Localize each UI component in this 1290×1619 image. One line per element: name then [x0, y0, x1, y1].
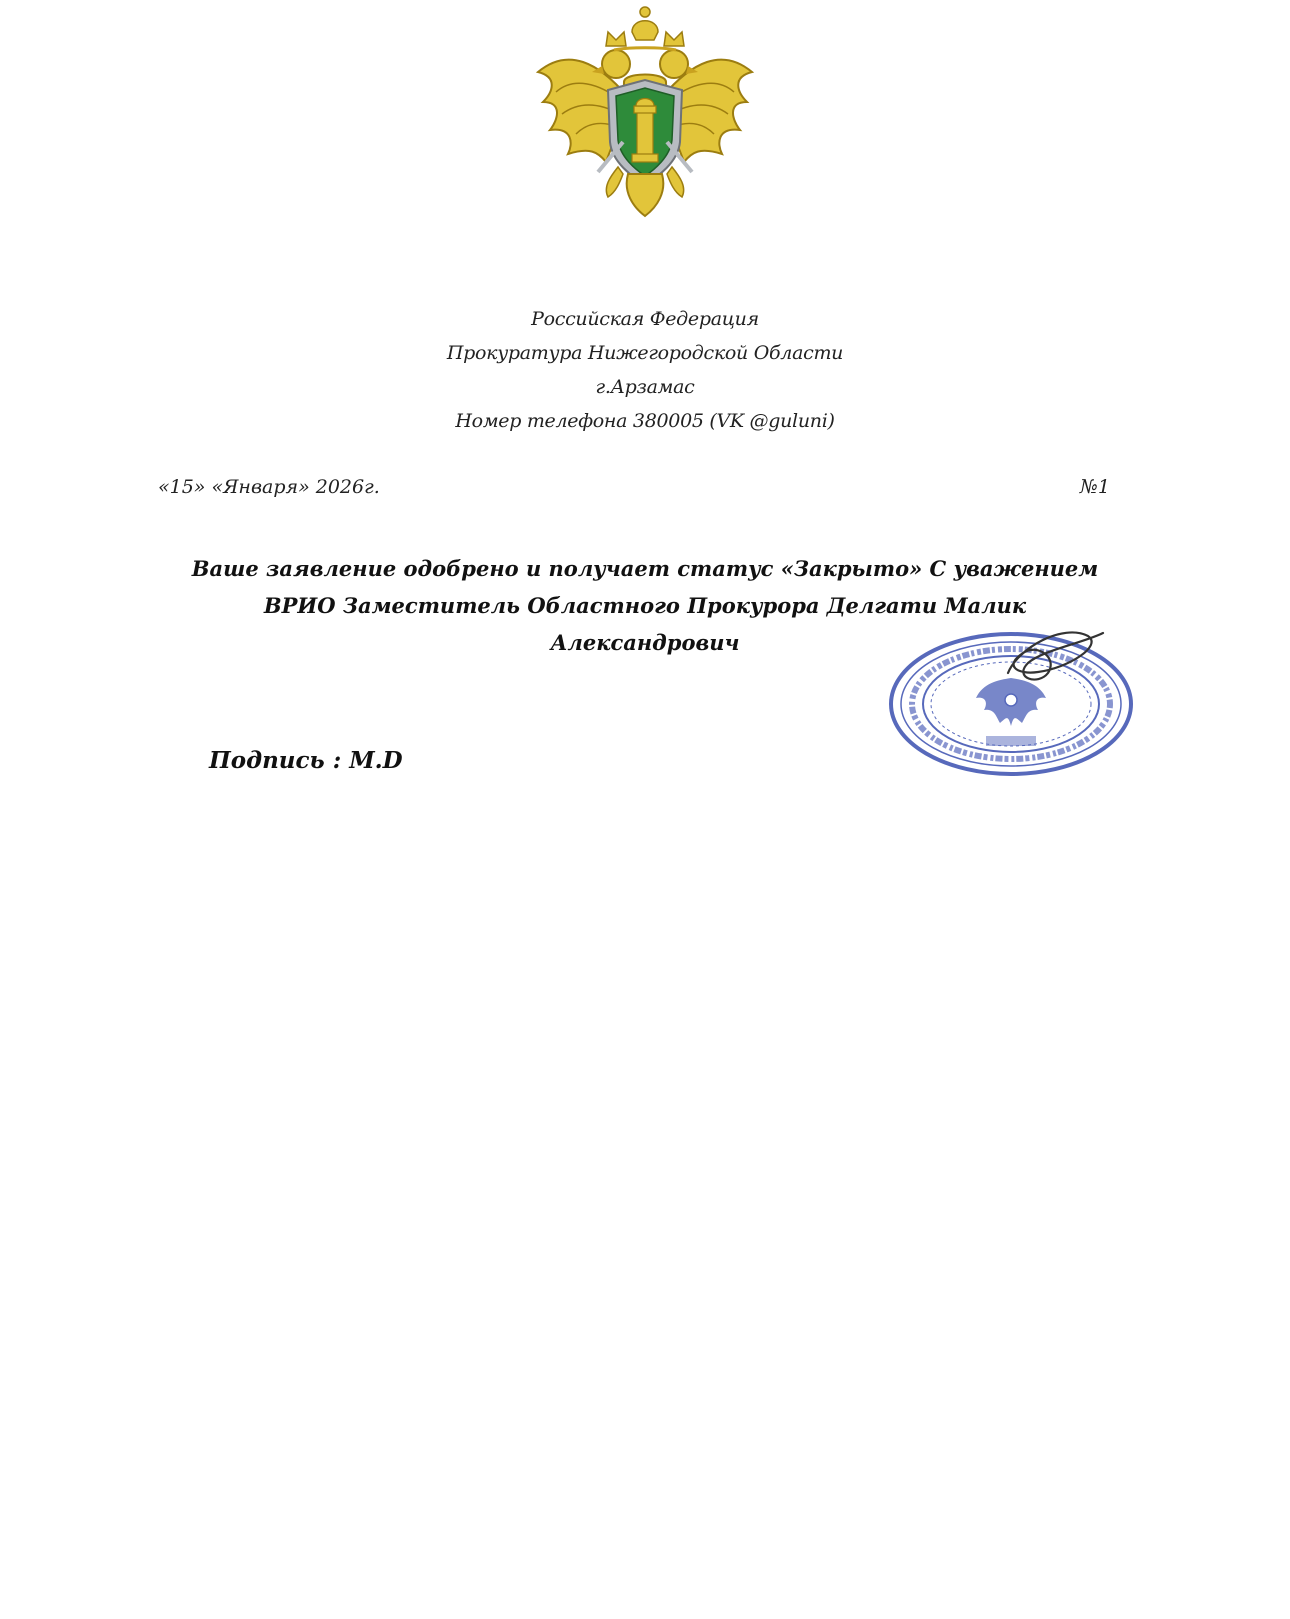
emblem-eagle-icon: [528, 2, 762, 224]
document-date: «15» «Января» 2026г.: [158, 476, 380, 498]
header-phone: Номер телефона 380005 (VK @guluni): [455, 410, 835, 432]
header-country: Российская Федерация: [531, 308, 759, 330]
document-body: Ваше заявление одобрено и получает статус «Закрыто» С уважением ВРИО Заместитель Областного Прокурора Делгати Малик Александрович: [191, 556, 1099, 655]
document-header: [0, 302, 1290, 438]
document-number: №1: [1079, 476, 1110, 498]
header-city: г.Арзамас: [595, 376, 695, 398]
signature-label: Подпись : M.D: [209, 747, 403, 774]
header-organization: Прокуратура Нижегородской Области: [446, 342, 844, 364]
official-seal-stamp-icon: [888, 628, 1134, 778]
